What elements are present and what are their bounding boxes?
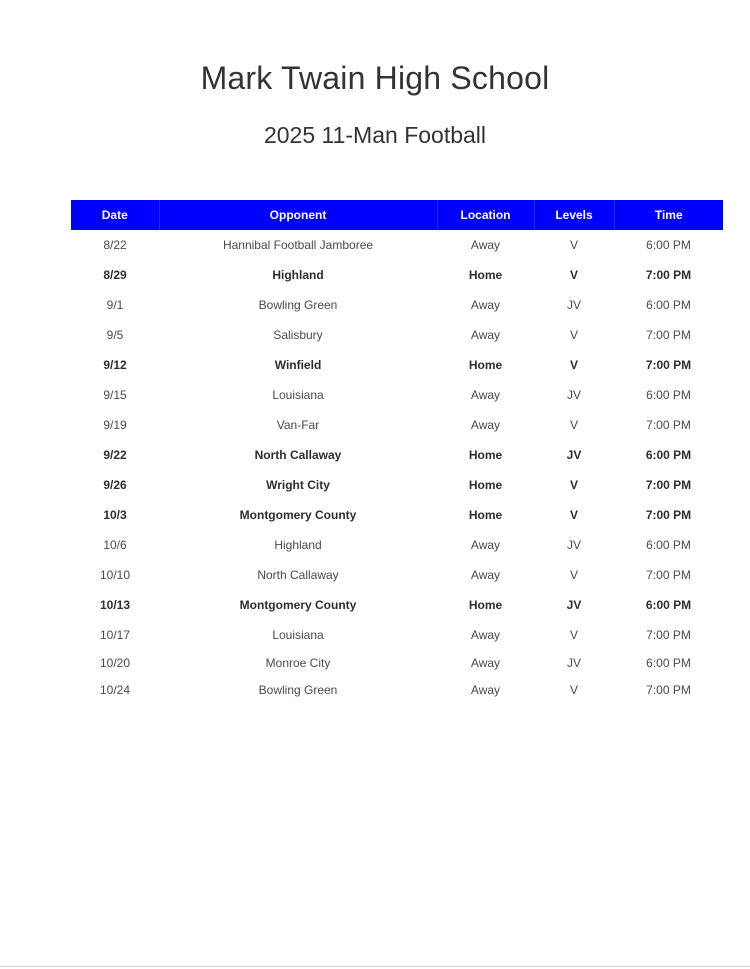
table-row bbox=[71, 620, 723, 650]
table-row bbox=[71, 560, 723, 590]
cell-opponent: Highland bbox=[272, 268, 324, 282]
cell-location: Home bbox=[468, 268, 503, 282]
cell-time: 7:00 PM bbox=[645, 358, 692, 372]
table-row bbox=[71, 650, 723, 675]
cell-opponent: Salisbury bbox=[273, 328, 323, 342]
cell-opponent: Monroe City bbox=[265, 655, 331, 670]
cell-time: 6:00 PM bbox=[646, 655, 691, 670]
column-header-location: Location bbox=[437, 200, 534, 230]
cell-time: 7:00 PM bbox=[646, 418, 691, 432]
table-row bbox=[71, 500, 723, 530]
cell-date: 8/29 bbox=[103, 268, 127, 282]
cell-level: V bbox=[569, 478, 578, 492]
cell-level: V bbox=[569, 328, 578, 342]
page-subtitle: 2025 11-Man Football bbox=[263, 122, 487, 148]
table-row bbox=[71, 530, 723, 560]
cell-level: JV bbox=[566, 598, 582, 612]
cell-location: Home bbox=[468, 598, 503, 612]
table-row bbox=[71, 290, 723, 320]
cell-date: 9/19 bbox=[103, 418, 127, 432]
cell-date: 9/1 bbox=[106, 298, 124, 312]
cell-date: 10/3 bbox=[103, 508, 127, 522]
cell-level: V bbox=[569, 238, 578, 252]
cell-time: 7:00 PM bbox=[645, 478, 692, 492]
cell-opponent: Bowling Green bbox=[258, 298, 338, 312]
cell-opponent: North Callaway bbox=[257, 568, 339, 582]
cell-location: Home bbox=[468, 508, 503, 522]
cell-opponent: Louisiana bbox=[272, 628, 324, 642]
cell-date: 10/10 bbox=[99, 568, 131, 582]
cell-date: 9/15 bbox=[103, 388, 127, 402]
cell-time: 6:00 PM bbox=[645, 448, 692, 462]
cell-time: 6:00 PM bbox=[646, 298, 691, 312]
column-header-time: Time bbox=[614, 200, 723, 230]
table-row bbox=[71, 590, 723, 620]
cell-level: JV bbox=[566, 655, 581, 670]
cell-opponent: Hannibal Football Jamboree bbox=[222, 238, 374, 252]
cell-level: JV bbox=[566, 448, 582, 462]
table-row bbox=[71, 260, 723, 290]
cell-level: V bbox=[569, 683, 578, 697]
cell-location: Away bbox=[470, 418, 501, 432]
cell-date: 10/17 bbox=[99, 628, 131, 642]
cell-time: 7:00 PM bbox=[645, 268, 692, 282]
table-row bbox=[71, 350, 723, 380]
cell-location: Home bbox=[468, 358, 503, 372]
table-row bbox=[71, 320, 723, 350]
cell-location: Away bbox=[470, 328, 501, 342]
cell-level: JV bbox=[566, 538, 581, 552]
page-bottom-rule bbox=[0, 966, 750, 967]
cell-date: 10/20 bbox=[99, 655, 131, 670]
cell-location: Away bbox=[470, 655, 501, 670]
cell-level: JV bbox=[566, 298, 581, 312]
cell-time: 7:00 PM bbox=[646, 628, 691, 642]
table-row bbox=[71, 410, 723, 440]
cell-level: V bbox=[569, 268, 578, 282]
cell-level: JV bbox=[566, 388, 581, 402]
cell-level: V bbox=[569, 508, 578, 522]
cell-location: Home bbox=[468, 448, 503, 462]
cell-location: Away bbox=[470, 538, 501, 552]
cell-opponent: Winfield bbox=[274, 358, 322, 372]
cell-date: 10/6 bbox=[103, 538, 127, 552]
cell-opponent: Montgomery County bbox=[239, 598, 357, 612]
cell-opponent: Louisiana bbox=[272, 388, 324, 402]
cell-location: Away bbox=[470, 388, 501, 402]
cell-date: 9/22 bbox=[103, 448, 127, 462]
cell-time: 6:00 PM bbox=[646, 388, 691, 402]
table-row bbox=[71, 230, 723, 260]
cell-level: V bbox=[569, 568, 578, 582]
page-title: Mark Twain High School bbox=[200, 60, 550, 96]
table-row bbox=[71, 440, 723, 470]
cell-date: 8/22 bbox=[103, 238, 127, 252]
cell-time: 6:00 PM bbox=[646, 538, 691, 552]
cell-time: 7:00 PM bbox=[646, 568, 691, 582]
cell-time: 6:00 PM bbox=[646, 238, 691, 252]
cell-opponent: Wright City bbox=[266, 478, 330, 492]
table-row bbox=[71, 470, 723, 500]
schedule-table bbox=[71, 200, 723, 705]
cell-location: Away bbox=[470, 628, 501, 642]
cell-time: 7:00 PM bbox=[646, 328, 691, 342]
cell-date: 9/12 bbox=[103, 358, 127, 372]
cell-level: V bbox=[569, 358, 578, 372]
table-row bbox=[71, 675, 723, 705]
cell-location: Home bbox=[468, 478, 503, 492]
cell-level: V bbox=[569, 628, 578, 642]
cell-level: V bbox=[569, 418, 578, 432]
schedule-table-body bbox=[71, 230, 723, 705]
cell-opponent: Bowling Green bbox=[258, 683, 338, 697]
cell-date: 9/5 bbox=[106, 328, 124, 342]
cell-date: 10/24 bbox=[99, 683, 131, 697]
cell-date: 9/26 bbox=[103, 478, 127, 492]
header-row bbox=[71, 200, 723, 230]
cell-opponent: Highland bbox=[274, 538, 322, 552]
cell-time: 7:00 PM bbox=[646, 683, 691, 697]
column-header-opponent: Opponent bbox=[159, 200, 437, 230]
cell-location: Away bbox=[470, 568, 501, 582]
cell-time: 6:00 PM bbox=[645, 598, 692, 612]
cell-opponent: North Callaway bbox=[254, 448, 342, 462]
cell-opponent: Montgomery County bbox=[239, 508, 357, 522]
column-header-date: Date bbox=[71, 200, 159, 230]
schedule-table-header bbox=[71, 200, 723, 230]
cell-location: Away bbox=[470, 238, 501, 252]
cell-date: 10/13 bbox=[99, 598, 131, 612]
cell-opponent: Van-Far bbox=[276, 418, 320, 432]
cell-location: Away bbox=[470, 298, 501, 312]
table-row bbox=[71, 380, 723, 410]
cell-time: 7:00 PM bbox=[645, 508, 692, 522]
cell-location: Away bbox=[470, 683, 501, 697]
column-header-levels: Levels bbox=[534, 200, 614, 230]
